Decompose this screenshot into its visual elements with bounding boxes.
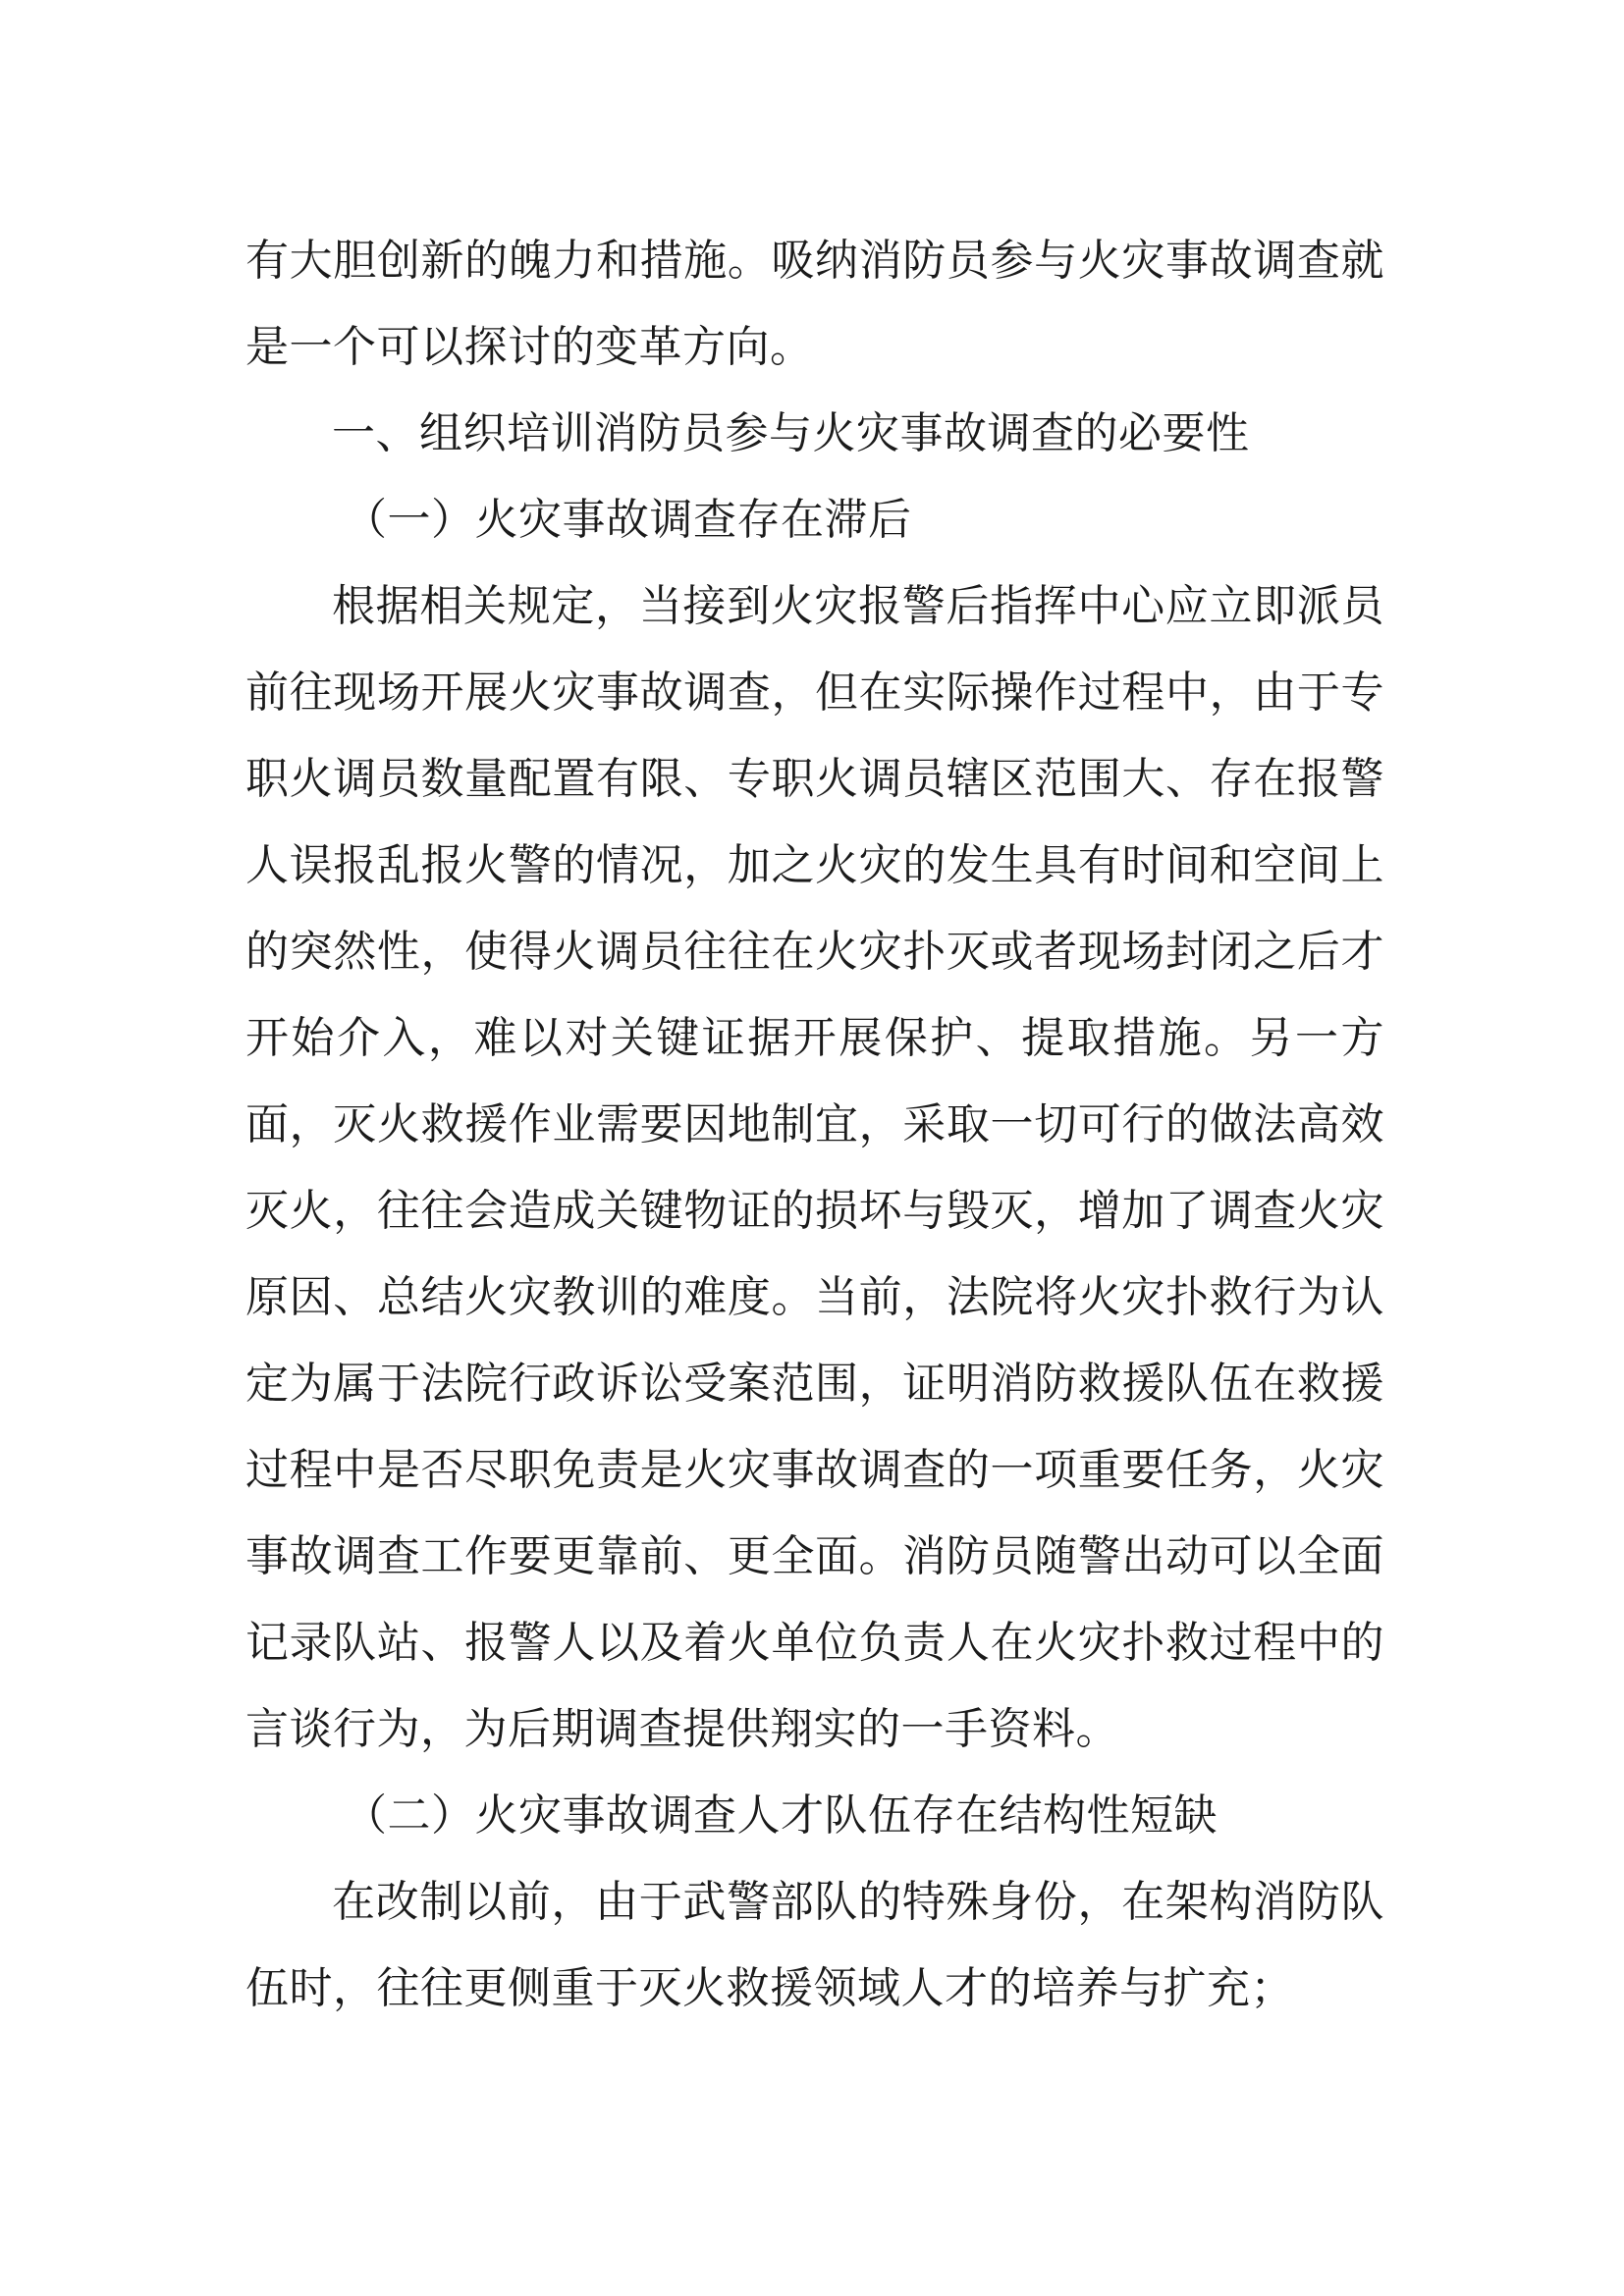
- section-heading-necessity: 一、组织培训消防员参与火灾事故调查的必要性: [332, 408, 1250, 458]
- paragraph-talent-shortage: 在改制以前，由于武警部队的特殊身份，在架构消防队伍时，往往更侧重于灭火救援领域人才的培养与扩充；: [245, 1877, 1384, 2013]
- paragraph-investigation-lag: 根据相关规定，当接到火灾报警后指挥中心应立即派员前往现场开展火灾事故调查，但在实际操作过程中，由于专职火调员数量配置有限、专职火调员辖区范围大、存在报警人误报乱报火警的情况，加之火灾的发生具有时间和空间上的突然性，使得火调员往往在火灾扑灭或者现场封闭之后才开始介入，难以对关键证据开展保护、提取措施。另一方面，灭火救援作业需要因地制宜，采取一切可行的做法高效灭火，往往会造成关键物证的损坏与毁灭，增加了调查火灾原因、总结火灾教训的难度。当前，法院将火灾扑救行为认定为属于法院行政诉讼受案范围，证明消防救援队伍在救援过程中是否尽职免责是火灾事故调查的一项重要任务，火灾事故调查工作要更靠前、更全面。消防员随警出动可以全面记录队站、报警人以及着火单位负责人在火灾扑救过程中的言谈行为，为后期调查提供翔实的一手资料。: [245, 581, 1384, 1754]
- subsection-heading-talent-shortage: （二）火灾事故调查人才队伍存在结构性短缺: [344, 1790, 1218, 1841]
- subsection-heading-lag: （一）火灾事故调查存在滞后: [344, 495, 912, 545]
- document-body: [245, 218, 1384, 2032]
- paragraph-continuation: 有大胆创新的魄力和措施。吸纳消防员参与火灾事故调查就是一个可以探讨的变革方向。: [245, 236, 1384, 372]
